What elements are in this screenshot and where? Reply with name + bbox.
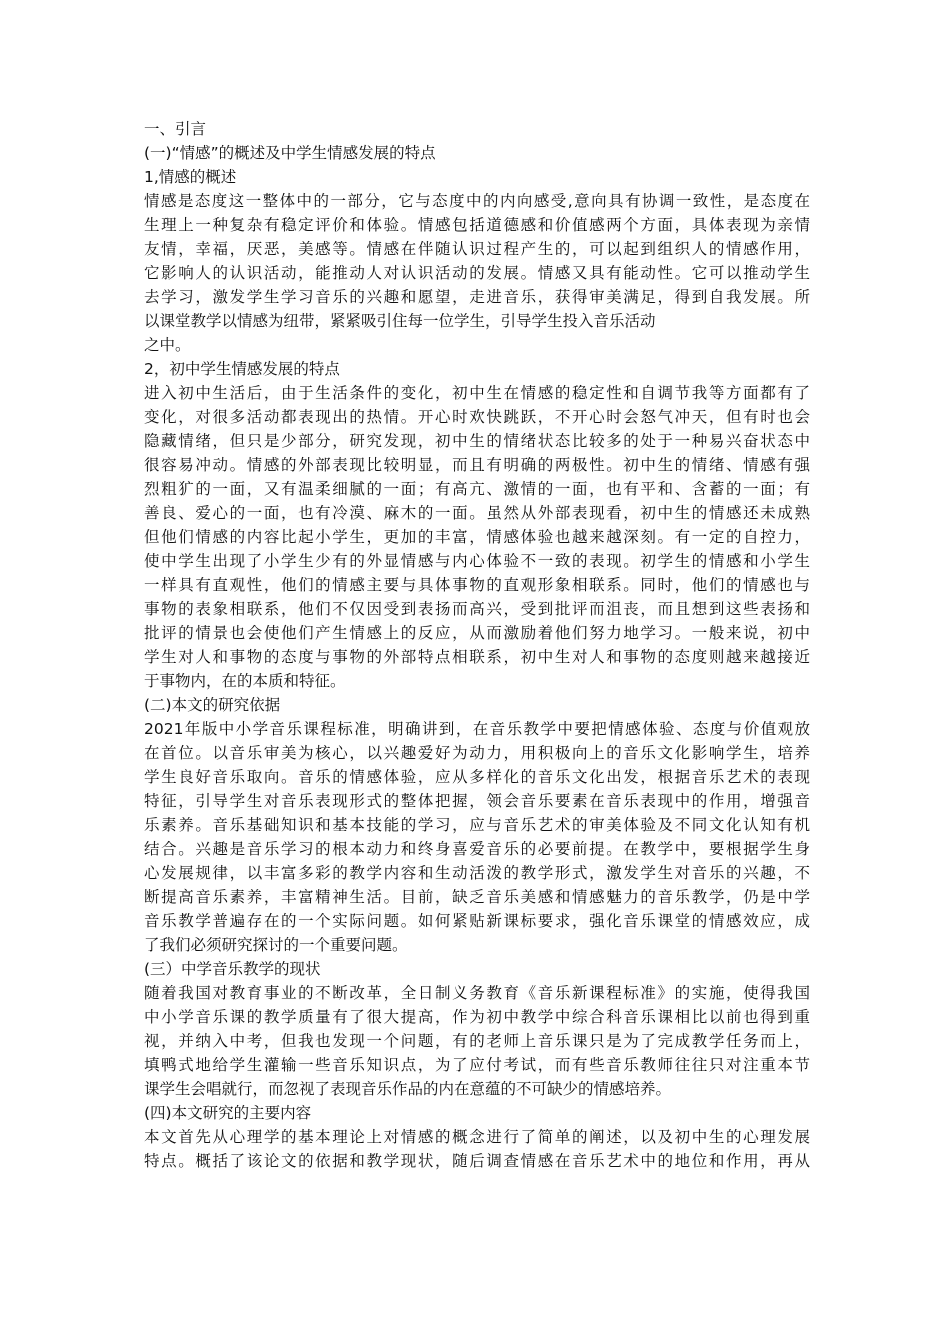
text-line: 1,情感的概述 xyxy=(144,168,237,186)
text-line: 在首位。以音乐审美为核心，以兴趣爱好为动力，用积极向上的音乐文化影响学生，培养 xyxy=(144,744,810,762)
text-line: 填鸭式地给学生灌输一些音乐知识点，为了应付考试，而有些音乐教师往往只对注重本节 xyxy=(144,1056,810,1074)
text-line: 音乐教学普遍存在的一个实际问题。如何紧贴新课标要求，强化音乐课堂的情感效应，成 xyxy=(144,912,810,930)
text-line: (三）中学音乐教学的现状 xyxy=(144,960,321,978)
text-line: 一样具有直观性，他们的情感主要与具体事物的直观形象相联系。同时，他们的情感也与 xyxy=(144,576,810,594)
text-line: 随着我国对教育事业的不断改革，全日制义务教育《音乐新课程标准》的实施，使得我国 xyxy=(144,984,810,1002)
text-line: 特征，引导学生对音乐表现形式的整体把握，领会音乐要素在音乐表现中的作用，增强音 xyxy=(144,792,810,810)
text-line: 使中学生出现了小学生少有的外显情感与内心体验不一致的表现。初学生的情感和小学生 xyxy=(144,552,810,570)
text-line: 断提高音乐素养，丰富精神生活。目前，缺乏音乐美感和情感魅力的音乐教学，仍是中学 xyxy=(144,888,810,906)
text-line: 去学习，激发学生学习音乐的兴趣和愿望，走进音乐，获得审美满足，得到自我发展。所 xyxy=(144,288,810,306)
text-line: 结合。兴趣是音乐学习的根本动力和终身喜爱音乐的必要前提。在教学中，要根据学生身 xyxy=(144,840,810,858)
text-line: 变化，对很多活动都表现出的热情。开心时欢快跳跃，不开心时会怒气冲天，但有时也会 xyxy=(144,408,810,426)
text-line: 进入初中生活后，由于生活条件的变化，初中生在情感的稳定性和自调节我等方面都有了 xyxy=(144,384,810,402)
text-line: 一、引言 xyxy=(144,120,207,138)
text-line: 善良、爱心的一面，也有冷漠、麻木的一面。虽然从外部表现看，初中生的情感还未成熟 xyxy=(144,504,810,522)
text-line: 学生良好音乐取向。音乐的情感体验，应从多样化的音乐文化出发，根据音乐艺术的表现 xyxy=(144,768,810,786)
text-line: 但他们情感的内容比起小学生，更加的丰富，情感体验也越来越深刻。有一定的自控力， xyxy=(144,528,810,546)
text-line: 以课堂教学以情感为纽带，紧紧吸引住每一位学生，引导学生投入音乐活动 xyxy=(144,312,656,330)
text-line: 事物的表象相联系，他们不仅因受到表扬而高兴，受到批评而沮丧，而且想到这些表扬和 xyxy=(144,600,810,618)
text-line: 乐素养。音乐基础知识和基本技能的学习，应与音乐艺术的审美体验及不同文化认知有机 xyxy=(144,816,810,834)
text-line: 学生对人和事物的态度与事物的外部特点相联系，初中生对人和事物的态度则越来越接近 xyxy=(144,648,810,666)
text-line: 本文首先从心理学的基本理论上对情感的概念进行了简单的阐述，以及初中生的心理发展 xyxy=(144,1128,810,1146)
text-line: 心发展规律，以丰富多彩的教学内容和生动活泼的教学形式，激发学生对音乐的兴趣，不 xyxy=(144,864,810,882)
text-line: 之中。 xyxy=(144,336,191,354)
text-line: 了我们必须研究探讨的一个重要问题。 xyxy=(144,936,408,954)
text-line: (一)“情感”的概述及中学生情感发展的特点 xyxy=(144,144,436,162)
document-page xyxy=(144,117,810,1173)
text-line: 生理上一种复杂有稳定评价和体验。情感包括道德感和价值感两个方面，具体表现为亲情 xyxy=(144,216,810,234)
text-line: 隐藏情绪，但只是少部分，研究发现，初中生的情绪状态比较多的处于一种易兴奋状态中 xyxy=(144,432,810,450)
text-line: 课学生会唱就行，而忽视了表现音乐作品的内在意蕴的不可缺少的情感培养。 xyxy=(144,1080,672,1098)
text-line: 很容易冲动。情感的外部表现比较明显，而且有明确的两极性。初中生的情绪、情感有强 xyxy=(144,456,810,474)
text-line: (四)本文研究的主要内容 xyxy=(144,1104,312,1122)
text-line: 2，初中学生情感发展的特点 xyxy=(144,360,340,378)
text-line: 批评的情景也会使他们产生情感上的反应，从而激励着他们努力地学习。一般来说，初中 xyxy=(144,624,810,642)
text-line: 情感是态度这一整体中的一部分，它与态度中的内向感受,意向具有协调一致性，是态度在 xyxy=(144,192,810,210)
text-line: 2021年版中小学音乐课程标准，明确讲到，在音乐教学中要把情感体验、态度与价值观放 xyxy=(144,720,810,738)
text-line: (二)本文的研究依据 xyxy=(144,696,281,714)
text-line: 视，并纳入中考，但我也发现一个问题，有的老师上音乐课只是为了完成教学任务而上， xyxy=(144,1032,810,1050)
text-line: 中小学音乐课的教学质量有了很大提高，作为初中教学中综合科音乐课相比以前也得到重 xyxy=(144,1008,810,1026)
text-line: 它影响人的认识活动，能推动人对认识活动的发展。情感又具有能动性。它可以推动学生 xyxy=(144,264,810,282)
text-line: 友情，幸福，厌恶，美感等。情感在伴随认识过程产生的，可以起到组织人的情感作用， xyxy=(144,240,810,258)
text-line: 特点。概括了该论文的依据和教学现状，随后调查情感在音乐艺术中的地位和作用，再从 xyxy=(144,1152,810,1170)
text-line: 于事物内，在的本质和特征。 xyxy=(144,672,346,690)
text-line: 烈粗犷的一面，又有温柔细腻的一面；有高亢、激情的一面，也有平和、含蓄的一面；有 xyxy=(144,480,810,498)
